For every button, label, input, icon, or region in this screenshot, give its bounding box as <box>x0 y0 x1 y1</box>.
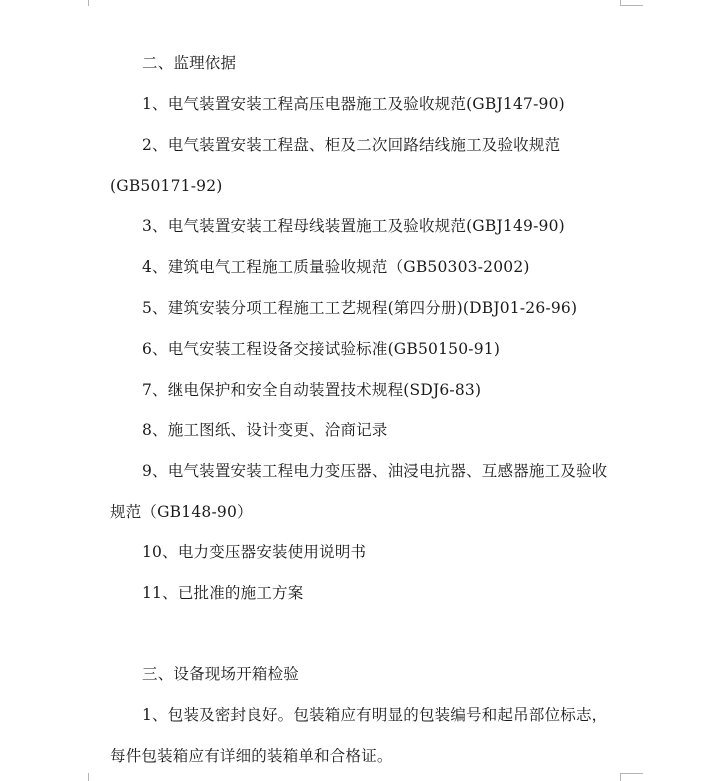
list-item-continuation: 每件包装箱应有详细的装箱单和合格证。 <box>110 747 393 765</box>
list-item: 4、建筑电气工程施工质量验收规范（GB50303-2002) <box>142 258 530 276</box>
list-item: 5、建筑安装分项工程施工工艺规程(第四分册)(DBJ01-26-96) <box>142 299 578 317</box>
list-item: 11、已批准的施工方案 <box>142 584 304 602</box>
list-item: 9、电气装置安装工程电力变压器、油浸电抗器、互感器施工及验收 <box>142 462 608 480</box>
crop-mark-bottom-left <box>88 773 89 781</box>
list-item-continuation: (GB50171-92) <box>110 177 223 195</box>
crop-mark-bottom-right-h <box>621 773 643 774</box>
list-item: 1、电气装置安装工程高压电器施工及验收规范(GBJ147-90) <box>142 95 565 113</box>
crop-mark-bottom-right <box>620 773 621 781</box>
list-item: 10、电力变压器安装使用说明书 <box>142 543 367 561</box>
list-item-continuation: 规范（GB148-90） <box>110 503 253 521</box>
list-item: 7、继电保护和安全自动装置技术规程(SDJ6-83) <box>142 381 482 399</box>
list-item: 2、电气装置安装工程盘、柜及二次回路结线施工及验收规范 <box>142 136 561 154</box>
list-item: 1、包装及密封良好。包装箱应有明显的包装编号和起吊部位标志， <box>142 706 608 724</box>
list-item: 3、电气装置安装工程母线装置施工及验收规范(GBJ149-90) <box>142 217 565 235</box>
section-heading: 二、监理依据 <box>142 54 237 72</box>
crop-mark-top-left <box>88 0 89 6</box>
crop-mark-top-right-h <box>621 5 643 6</box>
list-item: 8、施工图纸、设计变更、洽商记录 <box>142 421 388 439</box>
list-item: 6、电气安装工程设备交接试验标准(GB50150-91) <box>142 340 501 358</box>
section-heading: 三、设备现场开箱检验 <box>142 665 300 683</box>
